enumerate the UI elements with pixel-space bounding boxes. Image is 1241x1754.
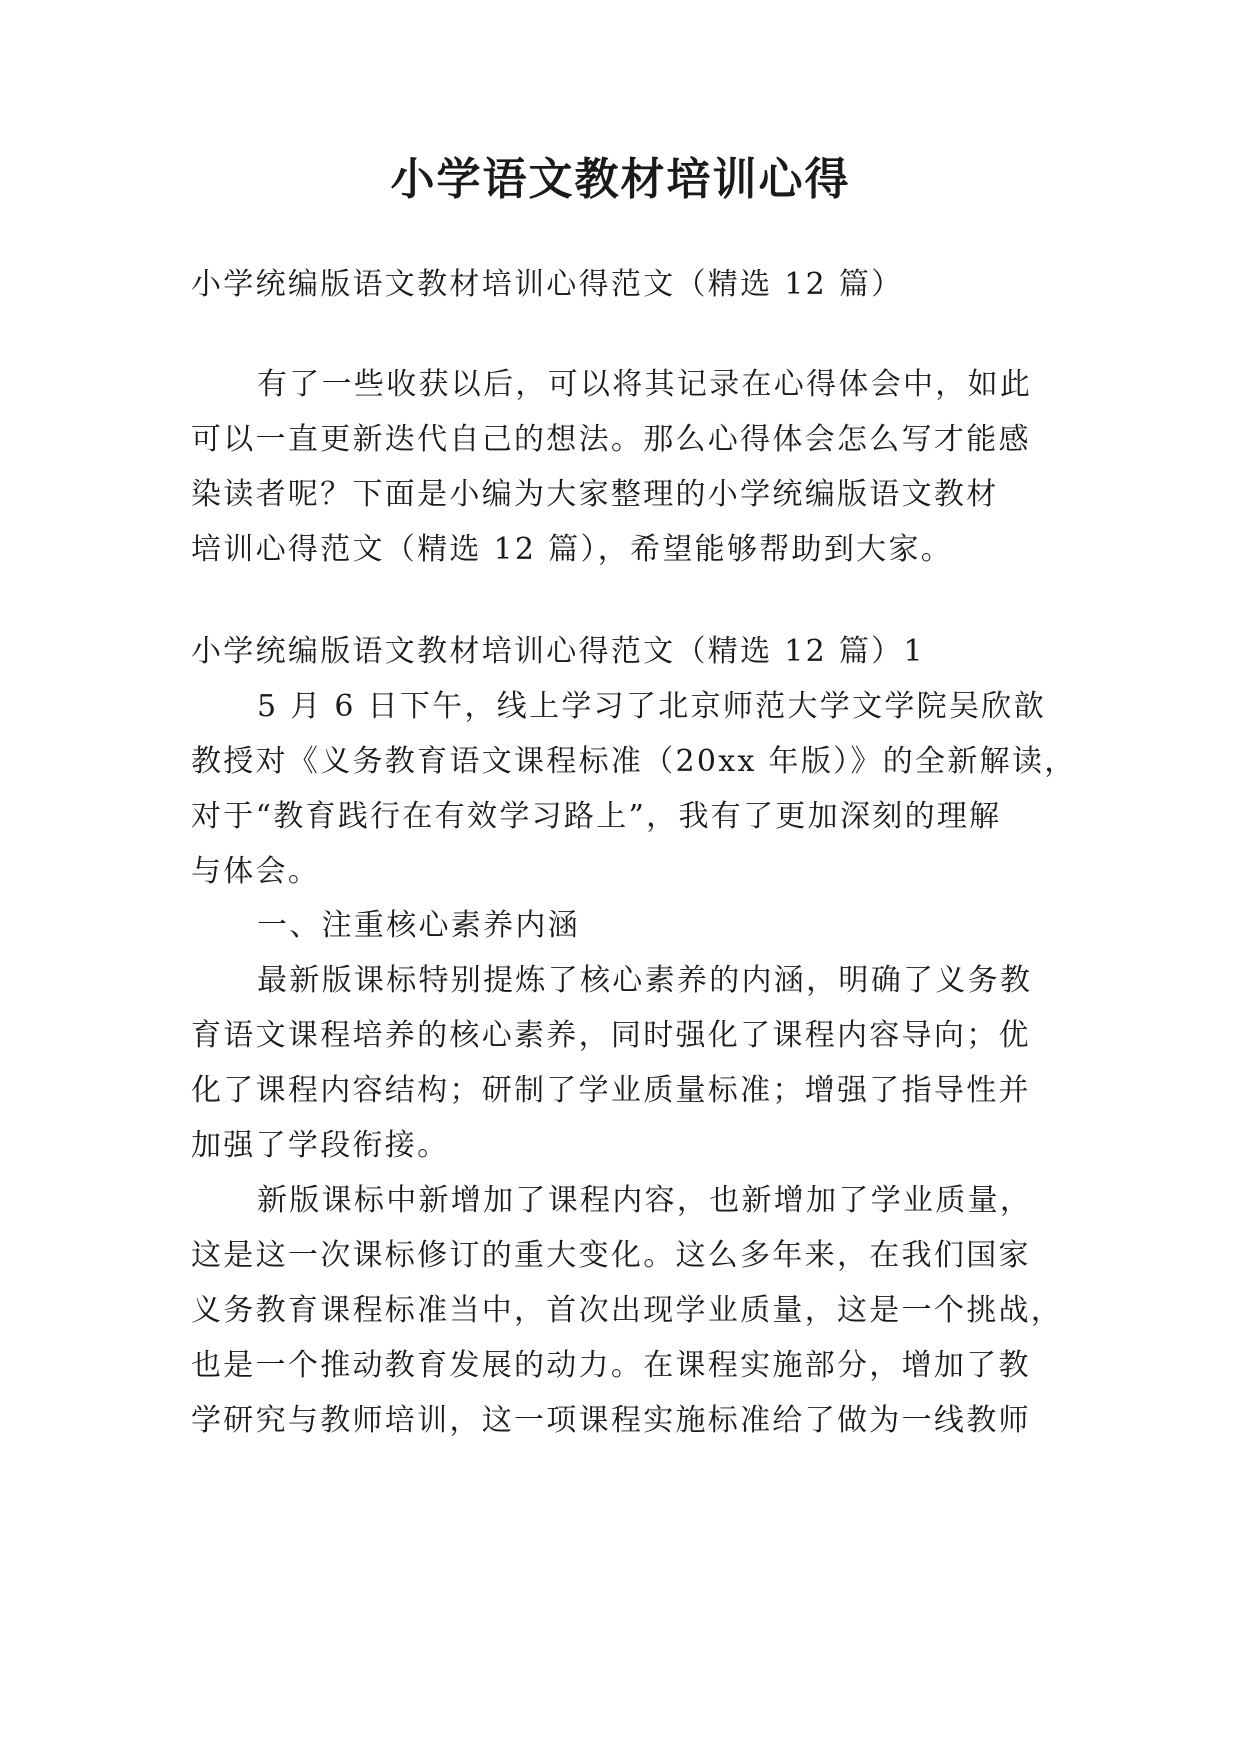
intro-line-4: 培训心得范文（精选 12 篇），希望能够帮助到大家。: [191, 532, 954, 567]
para1-line-2: 教授对《义务教育语文课程标准（20xx 年版）》的全新解读，: [191, 744, 1077, 779]
document-subtitle: 小学统编版语文教材培训心得范文（精选 12 篇）: [191, 267, 904, 302]
section1-heading: 一、注重核心素养内涵: [257, 908, 580, 943]
intro-line-3: 染读者呢？下面是小编为大家整理的小学统编版语文教材: [191, 477, 999, 512]
para3-line-1: 新版课标中新增加了课程内容，也新增加了学业质量，: [257, 1183, 1033, 1218]
para1-line-1: 5 月 6 日下午，线上学习了北京师范大学文学院吴欣歆: [257, 689, 1046, 724]
para3-line-3: 义务教育课程标准当中，首次出现学业质量，这是一个挑战，: [191, 1293, 1064, 1328]
document-title: 小学语文教材培训心得: [390, 154, 851, 205]
para2-line-1: 最新版课标特别提炼了核心素养的内涵，明确了义务教: [257, 963, 1033, 998]
para3-line-2: 这是这一次课标修订的重大变化。这么多年来，在我们国家: [191, 1238, 1031, 1273]
intro-line-2: 可以一直更新迭代自己的想法。那么心得体会怎么写才能感: [191, 422, 1031, 457]
para1-line-3: 对于“教育践行在有效学习路上”，我有了更加深刻的理解: [191, 799, 1002, 834]
para2-line-3: 化了课程内容结构；研制了学业质量标准；增强了指导性并: [191, 1073, 1031, 1108]
intro-line-1: 有了一些收获以后，可以将其记录在心得体会中，如此: [257, 367, 1033, 402]
article-heading: 小学统编版语文教材培训心得范文（精选 12 篇）1: [191, 634, 925, 669]
para2-line-2: 育语文课程培养的核心素养，同时强化了课程内容导向；优: [191, 1018, 1031, 1053]
para1-line-4: 与体会。: [191, 854, 321, 889]
para3-line-5: 学研究与教师培训，这一项课程实施标准给了做为一线教师: [191, 1403, 1031, 1438]
para2-line-4: 加强了学段衔接。: [191, 1128, 450, 1163]
para3-line-4: 也是一个推动教育发展的动力。在课程实施部分，增加了教: [191, 1348, 1031, 1383]
